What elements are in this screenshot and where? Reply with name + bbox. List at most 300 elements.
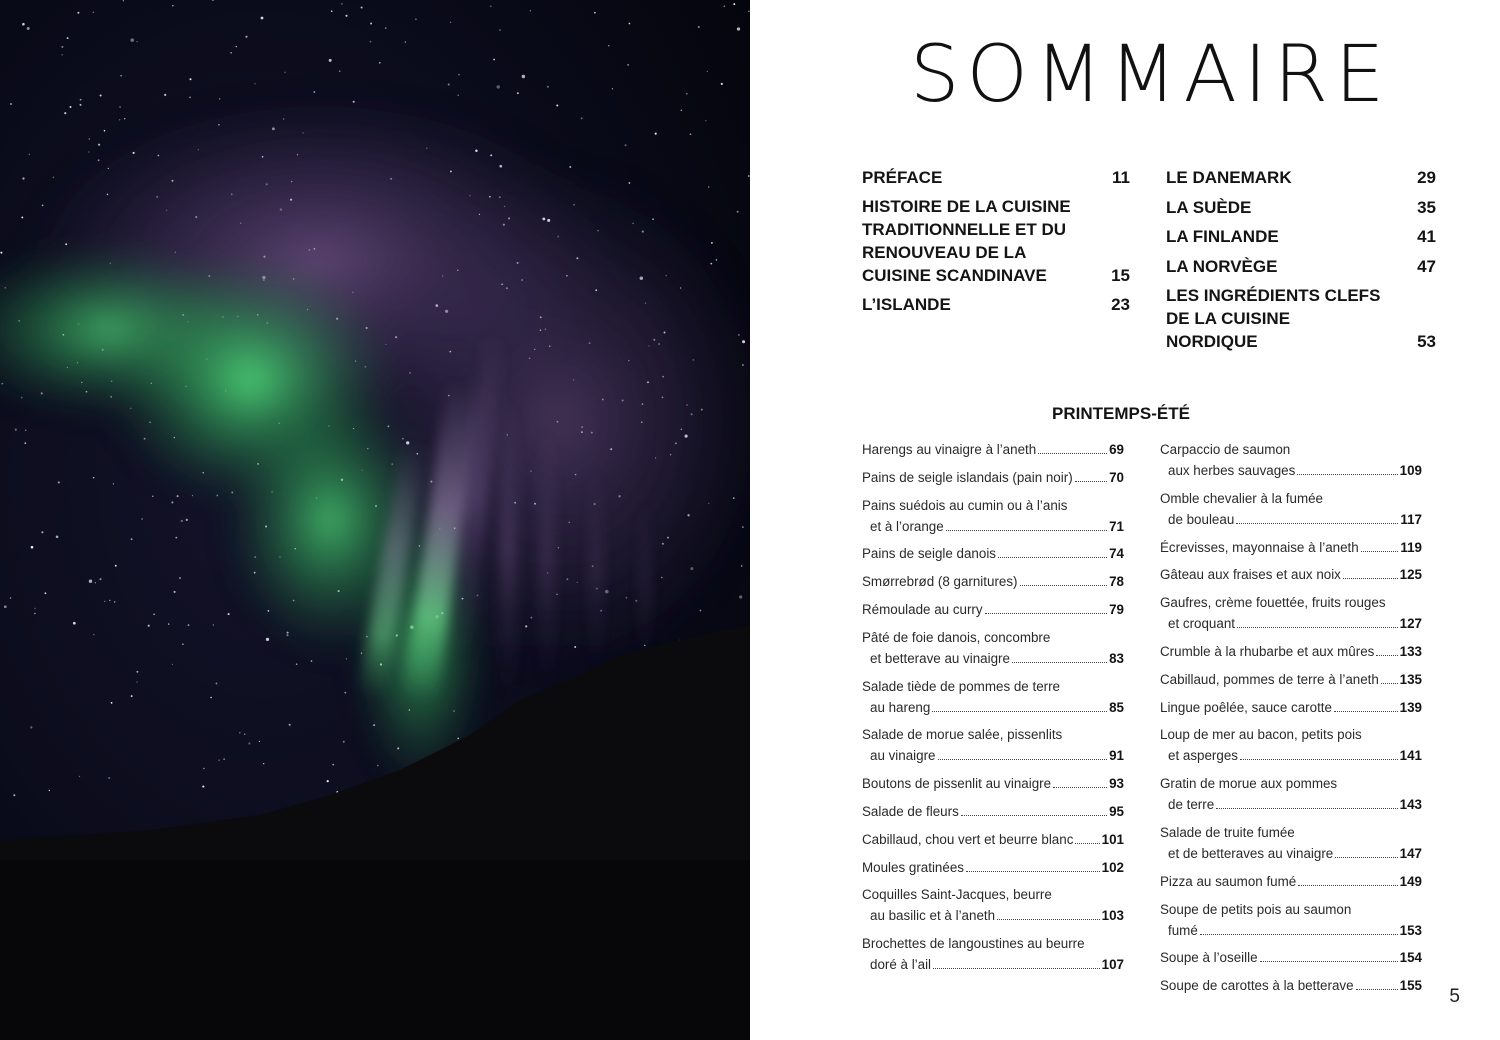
star xyxy=(67,37,69,39)
recipe-page: 135 xyxy=(1399,671,1422,687)
recipe-entry xyxy=(862,467,1124,488)
recipe-page: 70 xyxy=(1109,469,1124,485)
recipe-page: 133 xyxy=(1399,643,1422,659)
section-title-text: PRINTEMPS-ÉTÉ xyxy=(1052,404,1190,423)
star xyxy=(499,29,501,31)
recipe-line xyxy=(862,724,1124,745)
recipe-entry xyxy=(1160,975,1422,996)
recipe-entry xyxy=(862,884,1124,926)
star xyxy=(289,724,291,726)
recipe-page: 83 xyxy=(1109,650,1124,666)
dot-leader xyxy=(1381,683,1398,684)
recipe-line xyxy=(1160,460,1422,481)
star xyxy=(329,59,332,62)
recipe-title: au vinaigre xyxy=(870,748,936,764)
recipe-title: Pains suédois au cumin ou à l’anis xyxy=(862,497,1068,513)
recipe-title: Gratin de morue aux pommes xyxy=(1160,776,1338,792)
star xyxy=(339,71,340,72)
recipe-title: Gâteau aux fraises et aux noix xyxy=(1160,567,1341,583)
recipe-entry xyxy=(1160,439,1422,481)
dot-leader xyxy=(1343,578,1398,579)
recipe-page: 154 xyxy=(1399,950,1422,966)
star xyxy=(517,92,519,94)
star xyxy=(737,27,740,30)
star xyxy=(385,27,386,28)
star xyxy=(89,579,92,582)
recipe-page: 127 xyxy=(1399,616,1422,632)
main-toc-left xyxy=(862,166,1130,322)
dot-leader xyxy=(1298,885,1397,886)
recipe-line xyxy=(1160,697,1422,718)
star xyxy=(22,23,25,26)
star xyxy=(450,22,451,23)
star xyxy=(25,430,26,431)
recipe-entry xyxy=(862,571,1124,592)
dot-leader xyxy=(1075,481,1107,482)
recipe-line xyxy=(862,648,1124,669)
recipe-line xyxy=(1160,899,1422,920)
recipe-entry xyxy=(1160,947,1422,968)
recipe-line xyxy=(862,801,1124,822)
star xyxy=(80,99,82,101)
recipe-line xyxy=(862,954,1124,975)
recipe-page: 79 xyxy=(1109,601,1124,617)
star xyxy=(681,110,683,112)
star xyxy=(202,786,204,788)
recipe-line xyxy=(1160,537,1422,558)
star xyxy=(733,3,735,5)
star xyxy=(263,763,264,764)
star xyxy=(70,106,72,108)
recipe-line xyxy=(1160,488,1422,509)
star xyxy=(10,597,11,598)
star xyxy=(41,531,43,533)
recipe-entry xyxy=(862,439,1124,460)
recipe-entry xyxy=(862,627,1124,669)
star xyxy=(522,75,525,78)
dot-leader xyxy=(1012,662,1107,663)
recipe-entry xyxy=(862,829,1124,850)
star xyxy=(53,177,55,179)
star xyxy=(266,638,269,641)
recipe-title: Soupe à l’oseille xyxy=(1160,950,1258,966)
recipe-line xyxy=(1160,947,1422,968)
dot-leader xyxy=(1356,989,1398,990)
star xyxy=(58,481,60,483)
recipe-title: Brochettes de langoustines au beurre xyxy=(862,936,1085,952)
star xyxy=(45,592,47,594)
recipe-page: 143 xyxy=(1399,797,1422,813)
star xyxy=(95,582,96,583)
recipe-title: Cabillaud, chou vert et beurre blanc xyxy=(862,831,1074,847)
dot-leader xyxy=(1260,961,1398,962)
star xyxy=(30,726,32,728)
main-toc-page: 29 xyxy=(1417,168,1436,187)
recipe-line xyxy=(1160,871,1422,892)
dot-leader xyxy=(1200,934,1398,935)
recipe-entry xyxy=(1160,669,1422,690)
star xyxy=(148,625,150,627)
recipe-page: 147 xyxy=(1399,845,1422,861)
star xyxy=(705,120,706,121)
recipe-title: Smørrebrød (8 garnitures) xyxy=(862,574,1018,590)
recipe-line xyxy=(1160,509,1422,530)
recipe-page: 119 xyxy=(1400,539,1422,555)
dot-leader xyxy=(985,613,1108,614)
star xyxy=(27,27,30,30)
recipe-title: et betterave au vinaigre xyxy=(870,650,1010,666)
star xyxy=(104,130,106,132)
dot-leader xyxy=(1038,453,1107,454)
dot-leader xyxy=(961,815,1107,816)
recipe-page: 71 xyxy=(1109,518,1124,534)
star xyxy=(547,86,549,88)
star xyxy=(239,732,240,733)
recipe-entry xyxy=(862,773,1124,794)
star xyxy=(141,518,142,519)
dot-leader xyxy=(933,968,1100,969)
star xyxy=(228,613,230,615)
star xyxy=(4,605,7,608)
main-toc-entry xyxy=(1166,284,1436,353)
recipe-entry xyxy=(1160,641,1422,662)
main-toc-page: 35 xyxy=(1417,197,1436,217)
recipe-line xyxy=(862,676,1124,697)
star xyxy=(77,12,79,14)
recipe-line xyxy=(862,857,1124,878)
star xyxy=(218,759,219,760)
star xyxy=(29,154,30,155)
star xyxy=(345,15,347,17)
star xyxy=(100,95,102,97)
recipe-list-left xyxy=(862,439,1124,982)
main-toc-label: LES INGRÉDIENTS CLEFS DE LA CUISINE NORDIQUE xyxy=(1166,286,1381,352)
recipe-page: 153 xyxy=(1399,922,1422,938)
recipe-entry xyxy=(1160,724,1422,766)
recipe-entry xyxy=(862,801,1124,822)
recipe-title: de bouleau xyxy=(1168,511,1235,527)
star xyxy=(254,83,255,84)
star xyxy=(457,94,459,96)
star xyxy=(608,45,609,46)
main-toc-page: 11 xyxy=(1112,168,1130,187)
recipe-line xyxy=(1160,975,1422,996)
recipe-line xyxy=(1160,822,1422,843)
star xyxy=(219,98,220,99)
recipe-line xyxy=(1160,439,1422,460)
dot-leader xyxy=(1020,585,1108,586)
star xyxy=(171,501,173,503)
star xyxy=(216,683,218,685)
star xyxy=(627,64,629,66)
recipe-title: Salade tiède de pommes de terre xyxy=(862,678,1061,694)
dot-leader xyxy=(1361,551,1399,552)
recipe-title: au hareng xyxy=(870,699,931,715)
recipe-entry xyxy=(1160,773,1422,815)
main-toc-entry xyxy=(1166,196,1436,219)
recipe-page: 117 xyxy=(1400,511,1422,527)
recipe-entry xyxy=(1160,592,1422,634)
recipe-title: et de betteraves au vinaigre xyxy=(1168,845,1334,861)
recipe-entry xyxy=(862,857,1124,878)
star xyxy=(172,664,173,665)
star xyxy=(104,601,105,602)
star xyxy=(168,623,169,624)
recipe-line xyxy=(862,495,1124,516)
main-toc-label: LA FINLANDE xyxy=(1166,227,1279,247)
star xyxy=(174,591,176,593)
star xyxy=(530,10,531,11)
dot-leader xyxy=(1240,759,1398,760)
recipe-title: Cabillaud, pommes de terre à l’aneth xyxy=(1160,671,1379,687)
star xyxy=(34,613,35,614)
star xyxy=(458,74,460,76)
dot-leader xyxy=(1297,474,1397,475)
recipe-title: Soupe de carottes à la betterave xyxy=(1160,978,1354,994)
star xyxy=(415,19,417,21)
star xyxy=(79,104,81,106)
recipe-entry xyxy=(1160,822,1422,864)
star xyxy=(284,72,285,73)
recipe-page: 155 xyxy=(1399,978,1422,994)
recipe-entry xyxy=(1160,871,1422,892)
recipe-page: 85 xyxy=(1109,699,1124,715)
star xyxy=(721,83,723,85)
star xyxy=(210,697,211,698)
recipe-title: Lingue poêlée, sauce carotte xyxy=(1160,699,1332,715)
recipe-title: Coquilles Saint-Jacques, beurre xyxy=(862,887,1052,903)
page-title: SOMMAIRE xyxy=(910,30,1392,120)
star xyxy=(175,537,177,539)
star xyxy=(114,601,115,602)
main-toc-entry xyxy=(1166,166,1436,189)
recipe-title: et asperges xyxy=(1168,748,1238,764)
star xyxy=(88,138,90,140)
recipe-line xyxy=(1160,564,1422,585)
main-toc-page: 47 xyxy=(1417,256,1436,276)
recipe-title: Omble chevalier à la fumée xyxy=(1160,490,1323,506)
star xyxy=(93,477,95,479)
recipe-page: 109 xyxy=(1399,463,1422,478)
star xyxy=(0,252,2,254)
star xyxy=(61,46,63,48)
recipe-title: de terre xyxy=(1168,797,1215,813)
star xyxy=(181,520,183,522)
star xyxy=(119,106,121,108)
star xyxy=(493,59,495,61)
recipe-page: 141 xyxy=(1399,748,1422,764)
dot-leader xyxy=(946,530,1107,531)
star xyxy=(108,777,110,779)
recipe-line xyxy=(862,884,1124,905)
recipe-title: fumé xyxy=(1168,922,1198,938)
recipe-line xyxy=(862,516,1124,537)
main-toc-label: L’ISLANDE xyxy=(862,295,951,314)
recipe-title: Boutons de pissenlit au vinaigre xyxy=(862,776,1052,792)
star xyxy=(31,546,34,549)
recipe-title: Pâté de foie danois, concombre xyxy=(862,629,1051,645)
star xyxy=(739,595,742,598)
recipe-title: au basilic et à l’aneth xyxy=(870,908,996,924)
star xyxy=(629,23,631,25)
star xyxy=(203,768,204,769)
recipe-entry xyxy=(862,495,1124,537)
star xyxy=(136,41,137,42)
recipe-page: 78 xyxy=(1109,574,1124,590)
star xyxy=(230,52,232,54)
recipe-line xyxy=(1160,843,1422,864)
recipe-title: Crumble à la rhubarbe et aux mûres xyxy=(1160,643,1375,659)
star xyxy=(327,780,329,782)
star xyxy=(22,177,24,179)
recipe-title: Salade de truite fumée xyxy=(1160,824,1295,840)
recipe-line xyxy=(1160,745,1422,766)
star xyxy=(109,600,110,601)
recipe-entry xyxy=(862,599,1124,620)
recipe-line xyxy=(862,627,1124,648)
star xyxy=(49,790,50,791)
star xyxy=(698,26,700,28)
star xyxy=(405,41,406,42)
contents-page xyxy=(750,0,1500,1040)
star xyxy=(21,216,23,218)
recipe-page: 125 xyxy=(1399,567,1422,583)
main-toc-entry xyxy=(1166,255,1436,278)
recipe-line xyxy=(1160,724,1422,745)
star xyxy=(123,0,124,1)
main-toc-page: 53 xyxy=(1417,332,1436,352)
star xyxy=(707,71,708,72)
recipe-line xyxy=(862,905,1124,926)
main-toc-right xyxy=(1166,166,1436,360)
recipe-title: Rémoulade au curry xyxy=(862,601,983,617)
recipe-page: 93 xyxy=(1109,776,1124,792)
recipe-entry xyxy=(1160,899,1422,941)
recipe-line xyxy=(862,571,1124,592)
star xyxy=(13,794,15,796)
main-toc-label: LA NORVÈGE xyxy=(1166,256,1278,276)
star xyxy=(119,119,120,120)
recipe-entry xyxy=(862,724,1124,766)
recipe-title: Écrevisses, mayonnaise à l’aneth xyxy=(1160,539,1359,555)
recipe-entry xyxy=(862,676,1124,718)
star xyxy=(341,3,343,5)
star xyxy=(131,538,133,540)
recipe-page: 95 xyxy=(1109,803,1124,819)
recipe-title: Harengs au vinaigre à l’aneth xyxy=(862,442,1037,457)
recipe-line xyxy=(862,599,1124,620)
recipe-title: et à l’orange xyxy=(870,518,944,534)
star xyxy=(99,578,101,580)
dot-leader xyxy=(1334,711,1398,712)
star xyxy=(594,12,596,14)
dot-leader xyxy=(1053,787,1107,788)
star xyxy=(737,211,739,213)
star xyxy=(164,94,166,96)
recipe-entry xyxy=(862,933,1124,975)
recipe-line xyxy=(1160,641,1422,662)
dot-leader xyxy=(1236,523,1398,524)
star xyxy=(343,741,345,743)
star xyxy=(261,17,264,20)
section-title xyxy=(750,404,1500,424)
star xyxy=(655,133,657,135)
dot-leader xyxy=(1376,655,1397,656)
star xyxy=(79,776,80,777)
star xyxy=(361,6,363,8)
star xyxy=(213,624,214,625)
star xyxy=(223,758,224,759)
star xyxy=(136,671,138,673)
recipe-entry xyxy=(862,543,1124,564)
star xyxy=(625,144,627,146)
recipe-page: 91 xyxy=(1109,748,1124,764)
star xyxy=(56,535,59,538)
main-toc-entry xyxy=(862,166,1130,189)
main-toc-label: LA SUÈDE xyxy=(1166,197,1252,217)
star xyxy=(311,660,313,662)
star xyxy=(244,733,246,735)
star xyxy=(113,483,114,484)
star xyxy=(190,78,192,80)
recipe-entry xyxy=(1160,537,1422,558)
star xyxy=(93,634,94,635)
recipe-page: 74 xyxy=(1109,546,1124,562)
star xyxy=(248,742,250,744)
recipe-page: 69 xyxy=(1109,442,1124,457)
recipe-title: Carpaccio de saumon xyxy=(1160,442,1291,457)
star xyxy=(179,577,181,579)
star xyxy=(690,133,692,135)
recipe-line xyxy=(862,439,1124,460)
star xyxy=(182,643,184,645)
recipe-line xyxy=(1160,613,1422,634)
dot-leader xyxy=(966,871,1100,872)
star xyxy=(723,5,725,7)
recipe-line xyxy=(862,543,1124,564)
recipe-line xyxy=(862,829,1124,850)
recipe-page: 139 xyxy=(1399,699,1422,715)
star xyxy=(186,519,188,521)
recipe-title: Pains de seigle danois xyxy=(862,546,996,562)
recipe-title: et croquant xyxy=(1168,616,1235,632)
recipe-list-right xyxy=(1160,439,1422,1003)
recipe-title: Gaufres, crème fouettée, fruits rouges xyxy=(1160,595,1386,611)
main-toc-entry xyxy=(1166,225,1436,248)
dot-leader xyxy=(1075,843,1099,844)
recipe-line xyxy=(862,773,1124,794)
star xyxy=(686,93,688,95)
star xyxy=(34,608,35,609)
main-toc-entry xyxy=(862,195,1130,287)
recipe-title: Salade de morue salée, pissenlits xyxy=(862,727,1063,743)
recipe-title: Pains de seigle islandais (pain noir) xyxy=(862,469,1073,485)
recipe-entry xyxy=(1160,564,1422,585)
star xyxy=(581,117,583,119)
recipe-page: 101 xyxy=(1101,831,1124,847)
star xyxy=(15,429,17,431)
recipe-line xyxy=(1160,592,1422,613)
star xyxy=(259,741,260,742)
dot-leader xyxy=(932,711,1107,712)
recipe-line xyxy=(862,933,1124,954)
recipe-line xyxy=(862,745,1124,766)
star xyxy=(370,41,372,43)
recipe-line xyxy=(1160,920,1422,941)
star xyxy=(236,46,237,47)
recipe-title: Pizza au saumon fumé xyxy=(1160,873,1297,889)
star xyxy=(152,495,154,497)
